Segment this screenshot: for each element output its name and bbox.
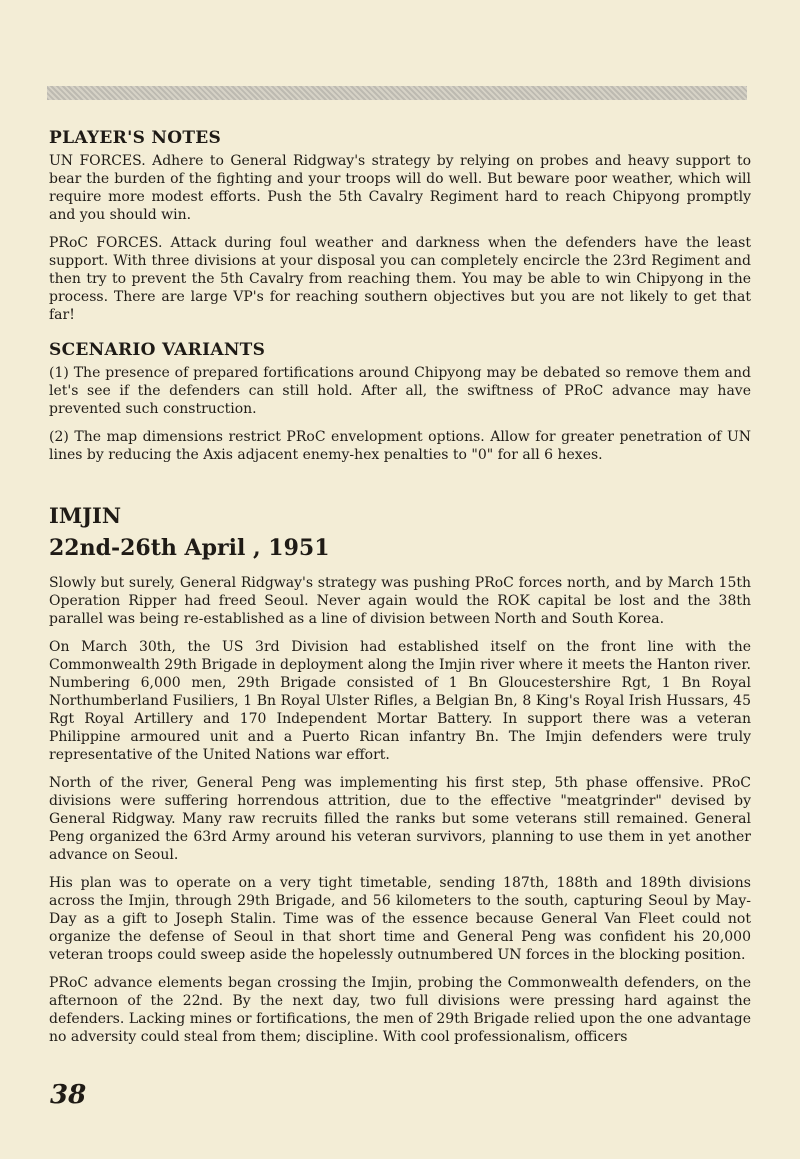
imjin-paragraph-2: On March 30th, the US 3rd Division had established itself on the front line with the Commonwealth 29th Brigade in deployment along the Imjin river where it meets the Hanton river. Numbering 6,000 men, 29th Brigade consisted of 1 Bn Gloucestershire Rgt, 1 Bn Royal Northumberland Fusiliers, 1 Bn Royal Ulster Rifles, a Belgian Bn, 8 King's Royal Irish Hussars, 45 Rgt Royal Artillery and 170 Independent Mortar Battery. In support there was a veteran Philippine armoured unit and a Puerto Rican infantry Bn. The Imjin defenders were truly representative of the United Nations war effort. — [49, 639, 751, 763]
imjin-date: 22nd-26th April , 1951 — [49, 535, 330, 561]
header-rule — [47, 86, 747, 100]
players-notes-paragraph-proc: PRoC FORCES. Attack during foul weather and darkness when the defenders have the least support. With three divisions at your disposal you can completely encircle the 23rd Regiment and then try to prevent the 5th Cavalry from reaching them. You may be able to win Chipyong in the process. There are large VP's for reaching southern objectives but you are not likely to get that far! — [49, 235, 751, 323]
page-number: 38 — [50, 1080, 87, 1110]
scenario-variant-2: (2) The map dimensions restrict PRoC envelopment options. Allow for greater penetration of UN lines by reducing the Axis adjacent enemy-hex penalties to "0" for all 6 hexes. — [49, 429, 751, 463]
imjin-paragraph-4: His plan was to operate on a very tight timetable, sending 187th, 188th and 189th divisions across the Imjin, through 29th Brigade, and 56 kilometers to the south, capturing Seoul by May-Day as a gift to Joseph Stalin. Time was of the essence because General Van Fleet could not organize the defense of Seoul in that short time and General Peng was confident his 20,000 veteran troops could sweep aside the hopelessly outnumbered UN forces in the blocking position. — [49, 875, 751, 963]
players-notes-heading: PLAYER'S NOTES — [49, 128, 222, 148]
imjin-paragraph-1: Slowly but surely, General Ridgway's strategy was pushing PRoC forces north, and by March 15th Operation Ripper had freed Seoul. Never again would the ROK capital be lost and the 38th parallel was being re-established as a line of division between North and South Korea. — [49, 575, 751, 627]
imjin-paragraph-3: North of the river, General Peng was implementing his first step, 5th phase offensive. PRoC divisions were suffering horrendous attrition, due to the effective "meatgrinder" devised by General Ridgway. Many raw recruits filled the ranks but some veterans still remained. General Peng organized the 63rd Army around his veteran survivors, planning to use them in yet another advance on Seoul. — [49, 775, 751, 863]
players-notes-paragraph-un: UN FORCES. Adhere to General Ridgway's strategy by relying on probes and heavy support to bear the burden of the fighting and your troops will do well. But beware poor weather, which will require more modest efforts. Push the 5th Cavalry Regiment hard to reach Chipyong promptly and you should win. — [49, 153, 751, 223]
scenario-variants-heading: SCENARIO VARIANTS — [49, 340, 266, 360]
imjin-title: IMJIN — [49, 503, 122, 528]
page-content — [49, 128, 751, 1056]
scenario-variant-1: (1) The presence of prepared fortifications around Chipyong may be debated so remove them and let's see if the defenders can still hold. After all, the swiftness of PRoC advance may have prevented such construction. — [49, 365, 751, 417]
imjin-paragraph-5: PRoC advance elements began crossing the Imjin, probing the Commonwealth defenders, on the afternoon of the 22nd. By the next day, two full divisions were pressing hard against the defenders. Lacking mines or fortifications, the men of 29th Brigade relied upon the one advantage no adversity could steal from them; discipline. With cool professionalism, officers — [49, 975, 751, 1045]
